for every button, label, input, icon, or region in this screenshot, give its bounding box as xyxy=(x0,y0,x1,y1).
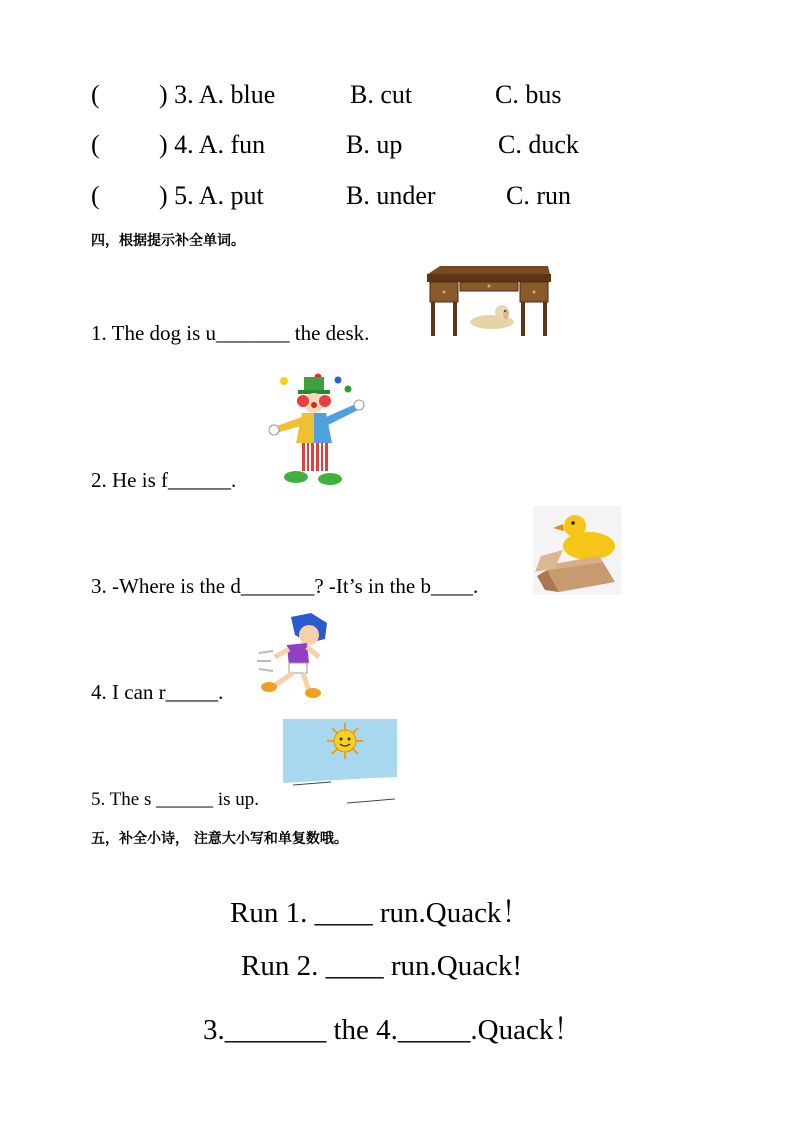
option-b: B. under xyxy=(346,181,436,210)
option-a: ) 4. A. fun xyxy=(159,130,266,159)
answer-paren: ( xyxy=(91,80,100,109)
duck-in-box-image xyxy=(533,506,621,595)
poem-line-1: Run 1. ____ run.Quack！ xyxy=(230,897,531,929)
section4-title: 四，根据提示补全单词。 xyxy=(91,233,245,249)
option-c: C. bus xyxy=(495,80,562,109)
option-c: C. run xyxy=(506,181,571,210)
poem-line-3: 3._______ the 4._____.Quack！ xyxy=(203,1014,583,1046)
fill-item-1: 1. The dog is u_______ the desk. xyxy=(91,321,370,345)
fill-item-4: 4. I can r_____. xyxy=(91,680,224,704)
desk-with-dog-image xyxy=(424,264,552,342)
option-b: B. up xyxy=(346,130,403,159)
fill-item-2: 2. He is f______. xyxy=(91,468,237,492)
answer-paren: ( xyxy=(91,181,100,210)
poem-line-2: Run 2. ____ run.Quack! xyxy=(241,950,523,982)
fill-item-3: 3. -Where is the d_______? -It’s in the b____. xyxy=(91,574,479,598)
running-boy-image xyxy=(253,613,333,699)
option-a: ) 5. A. put xyxy=(159,181,264,210)
answer-paren: ( xyxy=(91,130,100,159)
juggling-clown-image xyxy=(266,373,366,486)
option-b: B. cut xyxy=(350,80,413,109)
fill-item-5: 5. The s ______ is up. xyxy=(91,789,260,810)
section5-title: 五，补全小诗， 注意大小写和单复数哦。 xyxy=(91,831,348,847)
option-a: ) 3. A. blue xyxy=(159,80,276,109)
option-c: C. duck xyxy=(498,130,579,159)
sun-in-sky-image xyxy=(283,719,397,810)
